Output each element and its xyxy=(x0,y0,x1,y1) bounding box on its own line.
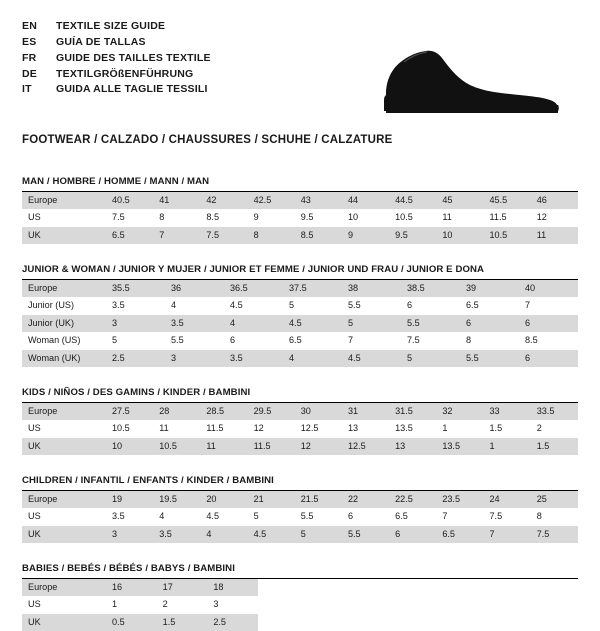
row-label: UK xyxy=(22,526,106,543)
cell: 4 xyxy=(224,315,283,332)
cell: 19.5 xyxy=(153,491,200,508)
cell: 10.5 xyxy=(106,420,153,437)
cell: 5 xyxy=(283,297,342,314)
section-man xyxy=(22,176,578,244)
cell: 8.5 xyxy=(200,209,247,226)
cell: 6.5 xyxy=(106,227,153,244)
cell: 45.5 xyxy=(484,192,531,209)
cell: 6 xyxy=(460,315,519,332)
table-row xyxy=(22,315,578,332)
cell: 3 xyxy=(165,350,224,367)
cell: 13 xyxy=(389,438,436,455)
cell: 5.5 xyxy=(401,315,460,332)
cell: 7.5 xyxy=(106,209,153,226)
language-title: GUIDE DES TAILLES TEXTILE xyxy=(56,51,211,64)
cell: 9.5 xyxy=(389,227,436,244)
cell: 4.5 xyxy=(224,297,283,314)
table-row xyxy=(22,280,578,297)
cell: 1.5 xyxy=(531,438,578,455)
cell: 7 xyxy=(153,227,200,244)
section-babies xyxy=(22,563,578,631)
cell: 10.5 xyxy=(389,209,436,226)
cell: 6.5 xyxy=(460,297,519,314)
cell: 40 xyxy=(519,280,578,297)
language-title: GUÍA DE TALLAS xyxy=(56,35,146,48)
cell: 5.5 xyxy=(342,526,389,543)
table-row xyxy=(22,350,578,367)
cell: 11 xyxy=(531,227,578,244)
cell: 28 xyxy=(153,403,200,420)
cell: 8 xyxy=(248,227,295,244)
cell: 36.5 xyxy=(224,280,283,297)
table-row xyxy=(22,438,578,455)
cell: 3.5 xyxy=(165,315,224,332)
cell: 5 xyxy=(248,508,295,525)
cell: 4 xyxy=(283,350,342,367)
row-label: US xyxy=(22,209,106,226)
language-code: DE xyxy=(22,67,37,80)
cell: 2.5 xyxy=(207,614,258,631)
cell: 1 xyxy=(436,420,483,437)
row-label: Europe xyxy=(22,280,106,297)
cell: 10 xyxy=(106,438,153,455)
cell: 44 xyxy=(342,192,389,209)
row-label: Woman (US) xyxy=(22,332,106,349)
cell: 7 xyxy=(436,508,483,525)
cell: 3 xyxy=(106,315,165,332)
cell: 5.5 xyxy=(460,350,519,367)
cell: 39 xyxy=(460,280,519,297)
cell: 5.5 xyxy=(165,332,224,349)
cell: 1.5 xyxy=(484,420,531,437)
cell: 5 xyxy=(342,315,401,332)
cell: 11.5 xyxy=(484,209,531,226)
cell: 24 xyxy=(484,491,531,508)
cell: 5.5 xyxy=(342,297,401,314)
cell: 7.5 xyxy=(531,526,578,543)
cell: 42 xyxy=(200,192,247,209)
cell: 6.5 xyxy=(283,332,342,349)
language-code: ES xyxy=(22,35,37,48)
table-row xyxy=(22,227,578,244)
section-title: JUNIOR & WOMAN / JUNIOR Y MUJER / JUNIOR ET FEMME / JUNIOR UND FRAU / JUNIOR E DONA xyxy=(22,264,578,280)
table-row xyxy=(22,508,578,525)
cell: 21 xyxy=(248,491,295,508)
cell: 2 xyxy=(157,596,208,613)
cell: 9 xyxy=(342,227,389,244)
cell: 3.5 xyxy=(153,526,200,543)
cell: 4 xyxy=(165,297,224,314)
cell: 6 xyxy=(401,297,460,314)
cell: 7.5 xyxy=(401,332,460,349)
table-row xyxy=(22,403,578,420)
cell: 3 xyxy=(106,526,153,543)
table-row xyxy=(22,420,578,437)
cell: 31 xyxy=(342,403,389,420)
language-title-list xyxy=(22,18,211,97)
cell: 12.5 xyxy=(342,438,389,455)
cell: 11 xyxy=(200,438,247,455)
row-label: US xyxy=(22,420,106,437)
cell: 28.5 xyxy=(200,403,247,420)
cell: 12 xyxy=(248,420,295,437)
table-row xyxy=(22,192,578,209)
row-label: Europe xyxy=(22,491,106,508)
cell: 11.5 xyxy=(248,438,295,455)
cell: 10.5 xyxy=(153,438,200,455)
language-title: GUIDA ALLE TAGLIE TESSILI xyxy=(56,83,208,96)
section-children xyxy=(22,475,578,543)
cell: 6.5 xyxy=(389,508,436,525)
cell: 29.5 xyxy=(248,403,295,420)
cell: 5 xyxy=(401,350,460,367)
cell: 10.5 xyxy=(484,227,531,244)
table-row xyxy=(22,614,258,631)
row-label: Junior (US) xyxy=(22,297,106,314)
cell: 10 xyxy=(342,209,389,226)
cell: 11.5 xyxy=(200,420,247,437)
table-row xyxy=(22,526,578,543)
language-row xyxy=(22,36,211,50)
cell: 16 xyxy=(106,579,157,596)
cell: 6 xyxy=(519,350,578,367)
cell: 11 xyxy=(153,420,200,437)
row-label: Europe xyxy=(22,579,106,596)
cell: 12.5 xyxy=(295,420,342,437)
cell: 36 xyxy=(165,280,224,297)
cell: 40.5 xyxy=(106,192,153,209)
cell: 21.5 xyxy=(295,491,342,508)
dress-shoe-icon xyxy=(370,32,560,118)
section-title: MAN / HOMBRE / HOMME / MANN / MAN xyxy=(22,176,578,192)
row-label: Junior (UK) xyxy=(22,315,106,332)
cell: 4.5 xyxy=(342,350,401,367)
cell: 43 xyxy=(295,192,342,209)
cell: 6 xyxy=(519,315,578,332)
cell: 22.5 xyxy=(389,491,436,508)
cell: 11 xyxy=(436,209,483,226)
cell: 8.5 xyxy=(519,332,578,349)
cell: 7.5 xyxy=(484,508,531,525)
cell: 25 xyxy=(531,491,578,508)
cell: 6 xyxy=(224,332,283,349)
row-label: Europe xyxy=(22,403,106,420)
row-label: UK xyxy=(22,227,106,244)
cell: 42.5 xyxy=(248,192,295,209)
section-kids xyxy=(22,387,578,455)
cell: 27.5 xyxy=(106,403,153,420)
cell: 8.5 xyxy=(295,227,342,244)
cell: 9 xyxy=(248,209,295,226)
row-label: UK xyxy=(22,438,106,455)
cell: 22 xyxy=(342,491,389,508)
size-table-babies xyxy=(22,579,258,631)
size-table-children xyxy=(22,491,578,543)
cell: 7.5 xyxy=(200,227,247,244)
cell: 38.5 xyxy=(401,280,460,297)
language-row xyxy=(22,20,211,34)
size-table-junior-woman xyxy=(22,280,578,367)
cell: 13 xyxy=(342,420,389,437)
language-row xyxy=(22,83,211,97)
table-row xyxy=(22,596,258,613)
row-label: US xyxy=(22,508,106,525)
cell: 6 xyxy=(389,526,436,543)
cell: 18 xyxy=(207,579,258,596)
language-row xyxy=(22,68,211,82)
cell: 32 xyxy=(436,403,483,420)
cell: 9.5 xyxy=(295,209,342,226)
cell: 1.5 xyxy=(157,614,208,631)
section-title: BABIES / BEBÉS / BÉBÉS / BABYS / BAMBINI xyxy=(22,563,578,579)
cell: 12 xyxy=(531,209,578,226)
language-row xyxy=(22,52,211,66)
cell: 13.5 xyxy=(436,438,483,455)
cell: 3.5 xyxy=(224,350,283,367)
cell: 7 xyxy=(519,297,578,314)
cell: 10 xyxy=(436,227,483,244)
cell: 8 xyxy=(460,332,519,349)
cell: 3.5 xyxy=(106,297,165,314)
cell: 19 xyxy=(106,491,153,508)
language-code: FR xyxy=(22,51,37,64)
cell: 5 xyxy=(295,526,342,543)
cell: 7 xyxy=(342,332,401,349)
language-title: TEXTILE SIZE GUIDE xyxy=(56,20,166,32)
cell: 5.5 xyxy=(295,508,342,525)
cell: 33 xyxy=(484,403,531,420)
table-row xyxy=(22,491,578,508)
cell: 7 xyxy=(484,526,531,543)
cell: 2.5 xyxy=(106,350,165,367)
cell: 0.5 xyxy=(106,614,157,631)
cell: 8 xyxy=(153,209,200,226)
row-label: UK xyxy=(22,614,106,631)
section-title: KIDS / NIÑOS / DES GAMINS / KINDER / BAMBINI xyxy=(22,387,578,403)
row-label: US xyxy=(22,596,106,613)
cell: 4.5 xyxy=(283,315,342,332)
cell: 8 xyxy=(531,508,578,525)
language-code: IT xyxy=(22,83,32,96)
cell: 31.5 xyxy=(389,403,436,420)
cell: 3.5 xyxy=(106,508,153,525)
cell: 4 xyxy=(153,508,200,525)
table-row xyxy=(22,579,258,596)
row-label: Europe xyxy=(22,192,106,209)
table-row xyxy=(22,209,578,226)
cell: 13.5 xyxy=(389,420,436,437)
cell: 38 xyxy=(342,280,401,297)
table-row xyxy=(22,332,578,349)
cell: 23.5 xyxy=(436,491,483,508)
cell: 20 xyxy=(200,491,247,508)
section-title: CHILDREN / INFANTIL / ENFANTS / KINDER / BAMBINI xyxy=(22,475,578,491)
cell: 45 xyxy=(436,192,483,209)
cell: 35.5 xyxy=(106,280,165,297)
cell: 12 xyxy=(295,438,342,455)
cell: 4.5 xyxy=(200,508,247,525)
cell: 4 xyxy=(200,526,247,543)
cell: 41 xyxy=(153,192,200,209)
cell: 33.5 xyxy=(531,403,578,420)
cell: 5 xyxy=(106,332,165,349)
row-label: Woman (UK) xyxy=(22,350,106,367)
cell: 17 xyxy=(157,579,208,596)
language-code: EN xyxy=(22,20,37,32)
size-table-man xyxy=(22,192,578,244)
cell: 1 xyxy=(484,438,531,455)
cell: 1 xyxy=(106,596,157,613)
cell: 6 xyxy=(342,508,389,525)
cell: 2 xyxy=(531,420,578,437)
cell: 4.5 xyxy=(248,526,295,543)
page-header xyxy=(22,18,578,118)
language-title: TEXTILGRÖßENFÜHRUNG xyxy=(56,67,194,80)
cell: 37.5 xyxy=(283,280,342,297)
cell: 30 xyxy=(295,403,342,420)
section-junior-woman xyxy=(22,264,578,367)
cell: 6.5 xyxy=(436,526,483,543)
table-row xyxy=(22,297,578,314)
cell: 3 xyxy=(207,596,258,613)
cell: 46 xyxy=(531,192,578,209)
category-title: FOOTWEAR / CALZADO / CHAUSSURES / SCHUHE / CALZATURE xyxy=(22,134,393,146)
cell: 44.5 xyxy=(389,192,436,209)
size-table-kids xyxy=(22,403,578,455)
